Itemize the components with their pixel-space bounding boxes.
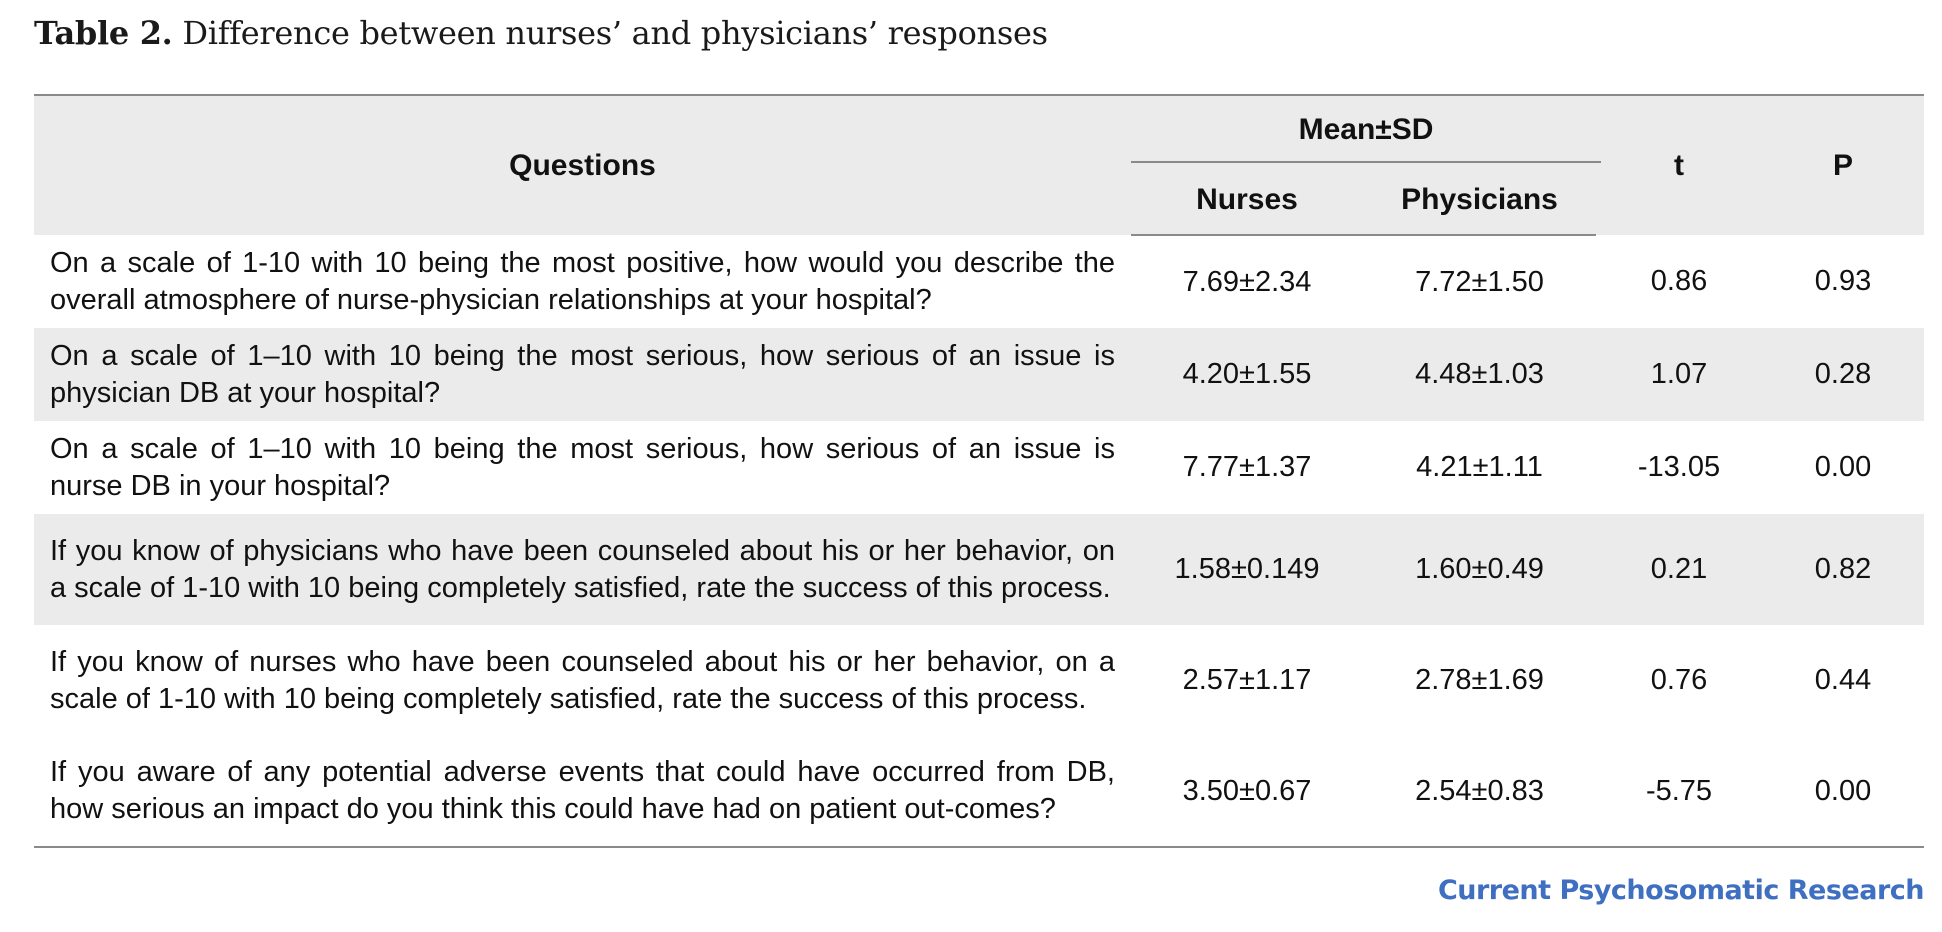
table-row <box>34 514 1924 625</box>
question-cell: On a scale of 1–10 with 10 being the most serious, how serious of an issue is physician DB at your hospital? <box>50 339 1115 409</box>
table-row <box>34 421 1924 514</box>
header-physicians: Physicians <box>1363 165 1596 235</box>
table-header <box>34 95 1924 235</box>
table-body <box>34 235 1924 847</box>
journal-logo: Current Psychosomatic Research <box>1437 875 1924 906</box>
nurses-cell: 3.50±0.67 <box>1131 736 1363 847</box>
header-t: t <box>1596 95 1762 235</box>
results-table <box>34 94 1924 848</box>
header-questions: Questions <box>34 95 1131 235</box>
p-cell: 0.00 <box>1814 451 1872 483</box>
physicians-cell: 4.21±1.11 <box>1416 451 1543 483</box>
nurses-cell: 7.69±2.34 <box>1182 265 1312 298</box>
question-cell: On a scale of 1-10 with 10 being the most positive, how would you describe the overall atmosphere of nurse-physician relationships at your hospital? <box>50 246 1115 316</box>
physicians-cell: 2.54±0.83 <box>1363 736 1596 847</box>
physicians-cell: 2.78±1.69 <box>1415 664 1544 696</box>
t-cell: 1.07 <box>1650 358 1708 390</box>
t-cell: 0.76 <box>1650 664 1708 696</box>
p-cell: 0.82 <box>1814 553 1872 585</box>
t-cell: 0.86 <box>1650 265 1708 297</box>
header-p: P <box>1762 95 1924 235</box>
header-mean-sd <box>1131 95 1596 165</box>
t-cell: -13.05 <box>1637 451 1721 483</box>
question-cell: If you know of physicians who have been counseled about his or her behavior, on a scale of 1-10 with 10 being completely satisfied, rate the success of this process. <box>50 534 1115 604</box>
header-mean-sd-label: Mean±SD <box>1131 113 1601 163</box>
t-cell: 0.21 <box>1650 553 1708 585</box>
question-cell: On a scale of 1–10 with 10 being the most serious, how serious of an issue is nurse DB in your hospital? <box>50 432 1115 502</box>
question-cell: If you aware of any potential adverse events that could have occurred from DB, how serious an impact do you think this could have had on patient out-comes? <box>34 736 1131 847</box>
nurses-cell: 2.57±1.17 <box>1182 664 1312 696</box>
t-cell: -5.75 <box>1596 736 1762 847</box>
p-cell: 0.44 <box>1814 664 1872 696</box>
nurses-cell: 7.77±1.37 <box>1182 451 1312 483</box>
physicians-cell: 1.60±0.49 <box>1415 553 1544 585</box>
p-cell: 0.00 <box>1762 736 1924 847</box>
table-row <box>34 625 1924 736</box>
p-cell: 0.93 <box>1814 265 1872 297</box>
p-cell: 0.28 <box>1814 358 1872 390</box>
caption-label: Table 2. <box>34 14 173 52</box>
table-row <box>34 328 1924 421</box>
nurses-cell: 4.20±1.55 <box>1182 358 1312 390</box>
physicians-cell: 7.72±1.50 <box>1415 265 1544 298</box>
table-row <box>34 736 1924 847</box>
table-caption <box>34 14 1048 52</box>
caption-text: Difference between nurses’ and physicians’ responses <box>182 14 1048 52</box>
header-nurses: Nurses <box>1131 165 1363 235</box>
question-cell: If you know of nurses who have been counseled about his or her behavior, on a scale of 1-10 with 10 being completely satisfied, rate the success of this process. <box>50 645 1115 715</box>
physicians-cell: 4.48±1.03 <box>1415 358 1544 390</box>
nurses-cell: 1.58±0.149 <box>1174 553 1320 585</box>
table-row <box>34 235 1924 328</box>
